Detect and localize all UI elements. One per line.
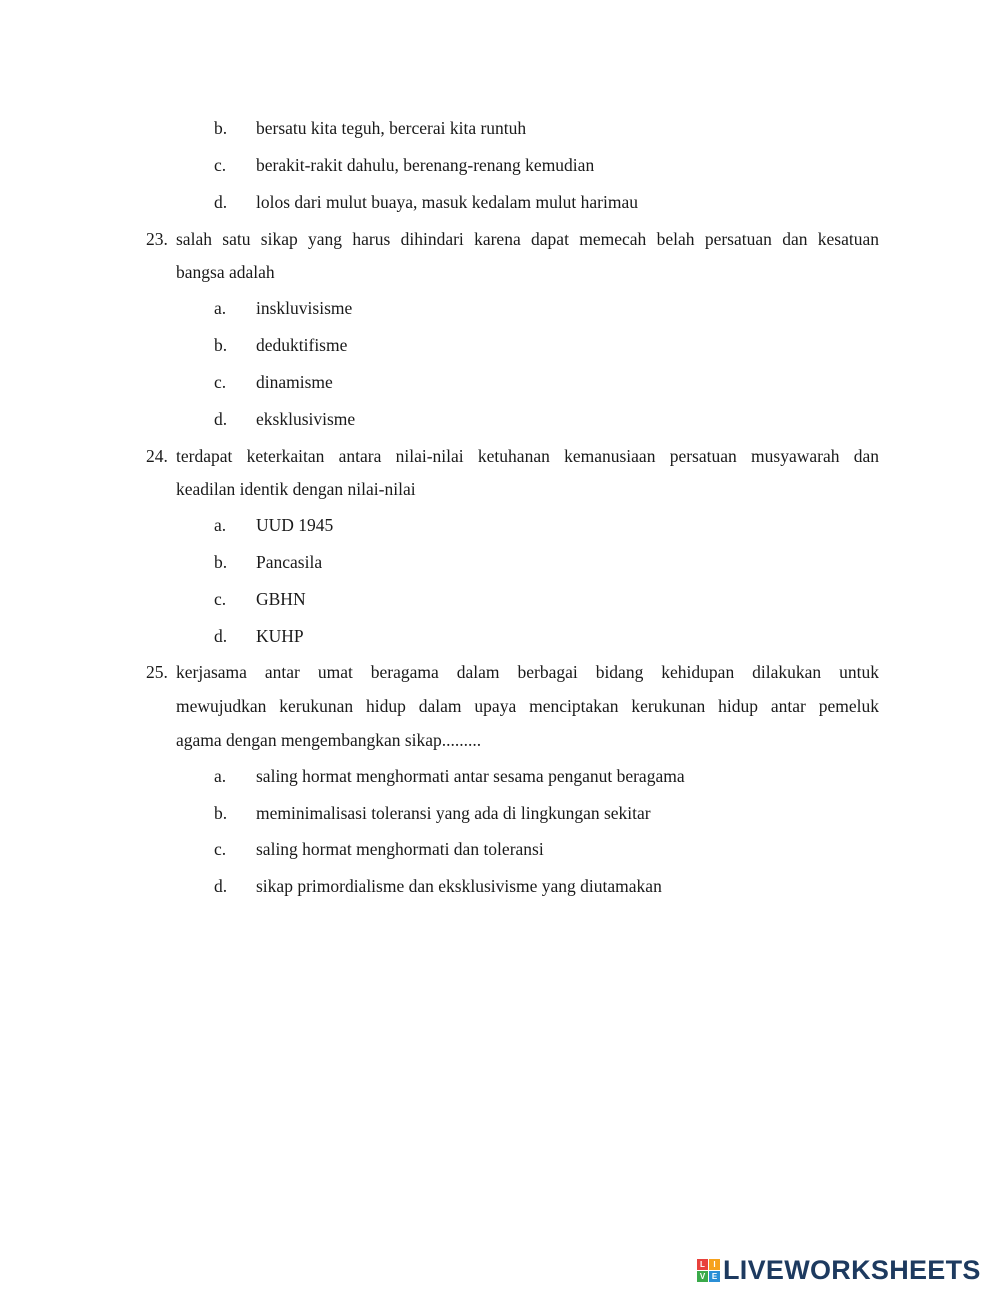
- option-letter: b.: [214, 335, 228, 355]
- option-text: deduktifisme: [256, 335, 348, 355]
- option-letter: b.: [214, 803, 228, 823]
- question-text-line: salah satu sikap yang harus dihindari karena dapat memecah belah persatuan dan kesatuan: [176, 229, 879, 249]
- option-text: lolos dari mulut buaya, masuk kedalam mulut harimau: [256, 192, 639, 212]
- option-text: KUHP: [256, 626, 304, 646]
- option-letter: c.: [214, 372, 227, 392]
- option-text: Pancasila: [256, 552, 323, 572]
- question-text-line: kerjasama antar umat beragama dalam berbagai bidang kehidupan dilakukan untuk: [176, 662, 879, 682]
- option-letter: a.: [214, 766, 227, 786]
- option-text: berakit-rakit dahulu, berenang-renang kemudian: [256, 155, 595, 175]
- option-text: UUD 1945: [256, 515, 334, 535]
- option-text: dinamisme: [256, 372, 333, 392]
- option-text: meminimalisasi toleransi yang ada di lingkungan sekitar: [256, 803, 651, 823]
- question-text-line: keadilan identik dengan nilai-nilai: [176, 479, 416, 499]
- logo-text: LIVEWORKSHEETS: [723, 1254, 981, 1285]
- option-text: eksklusivisme: [256, 409, 356, 429]
- question-number: 24.: [146, 446, 168, 466]
- option-text: saling hormat menghormati dan toleransi: [256, 839, 544, 859]
- logo-badge-cell: I: [709, 1259, 720, 1270]
- logo-badge-icon: [697, 1259, 720, 1282]
- option-letter: d.: [214, 876, 228, 896]
- option-letter: d.: [214, 192, 228, 212]
- question-number: 25.: [146, 662, 168, 682]
- option-letter: b.: [214, 552, 228, 572]
- question-text-line: terdapat keterkaitan antara nilai-nilai ketuhanan kemanusiaan persatuan musyawarah dan: [176, 446, 879, 466]
- option-letter: d.: [214, 409, 228, 429]
- logo-badge-cell: L: [697, 1259, 708, 1270]
- logo-badge-cell: E: [709, 1271, 720, 1282]
- question-text-line: bangsa adalah: [176, 262, 275, 282]
- option-letter: c.: [214, 839, 227, 859]
- option-letter: b.: [214, 118, 228, 138]
- option-text: bersatu kita teguh, bercerai kita runtuh: [256, 118, 527, 138]
- option-letter: a.: [214, 298, 227, 318]
- option-text: GBHN: [256, 589, 306, 609]
- option-text: sikap primordialisme dan eksklusivisme yang diutamakan: [256, 876, 662, 896]
- option-letter: c.: [214, 589, 227, 609]
- option-text: inskluvisisme: [256, 298, 353, 318]
- option-text: saling hormat menghormati antar sesama penganut beragama: [256, 766, 685, 786]
- option-letter: d.: [214, 626, 228, 646]
- logo-badge-cell: V: [697, 1271, 708, 1282]
- question-number: 23.: [146, 229, 168, 249]
- question-text-line: mewujudkan kerukunan hidup dalam upaya menciptakan kerukunan hidup antar pemeluk: [176, 696, 879, 716]
- option-letter: c.: [214, 155, 227, 175]
- option-letter: a.: [214, 515, 227, 535]
- liveworksheets-logo[interactable]: [697, 1255, 981, 1285]
- question-text-line: agama dengan mengembangkan sikap.........: [176, 730, 482, 750]
